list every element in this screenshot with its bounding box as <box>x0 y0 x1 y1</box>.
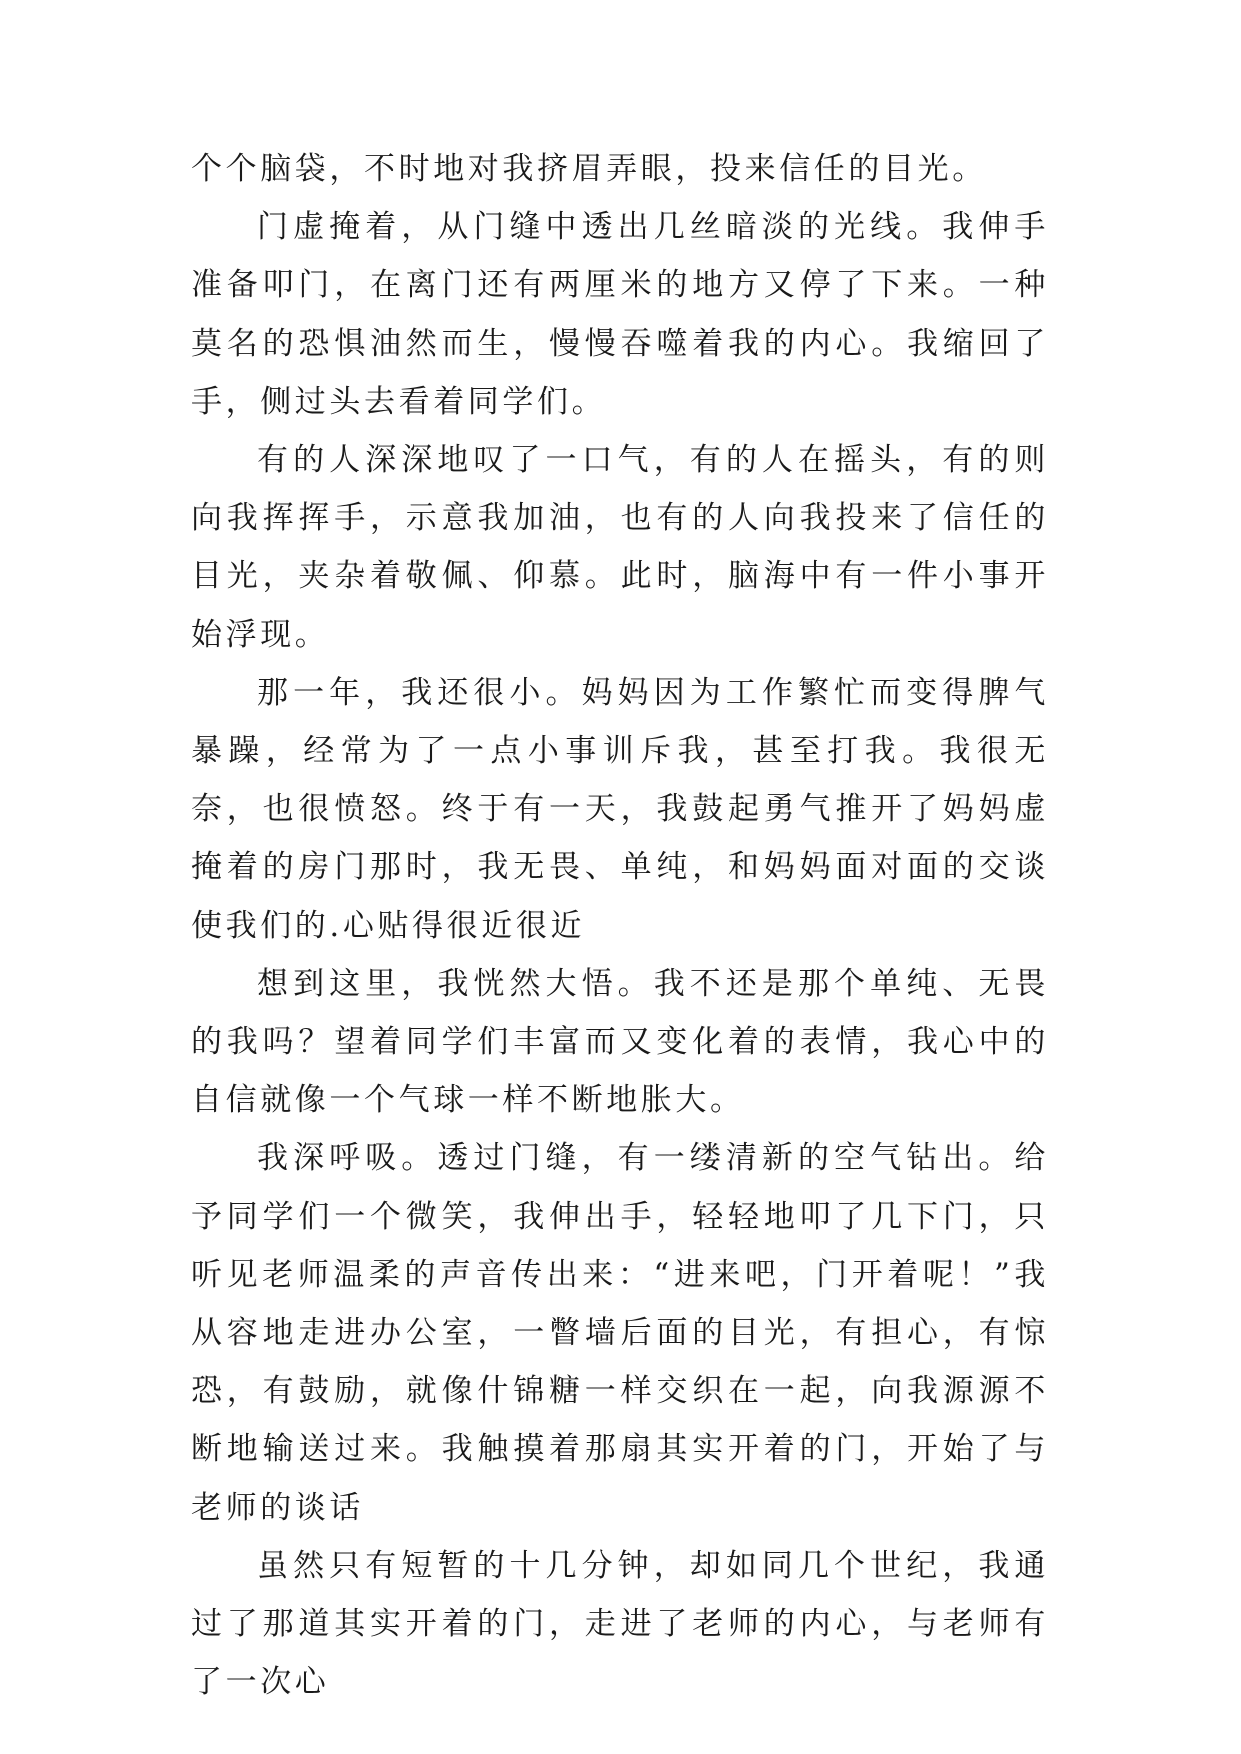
paragraph-6: 我深呼吸。透过门缝，有一缕清新的空气钻出。给予同学们一个微笑，我伸出手，轻轻地叩了几下门，只听见老师温柔的声音传出来：“进来吧，门开着呢！”我从容地走进办公室，一瞥墙后面的目光，有担心，有惊恐，有鼓励，就像什锦糖一样交织在一起，向我源源不断地输送过来。我触摸着那扇其实开着的门，开始了与老师的谈话 <box>191 1140 1049 1526</box>
paragraph-2: 门虚掩着，从门缝中透出几丝暗淡的光线。我伸手准备叩门，在离门还有两厘米的地方又停了下来。一种莫名的恐惧油然而生，慢慢吞噬着我的内心。我缩回了手，侧过头去看着同学们。 <box>191 209 1049 420</box>
document-page <box>191 140 1049 1711</box>
paragraph-7: 虽然只有短暂的十几分钟，却如同几个世纪，我通过了那道其实开着的门，走进了老师的内心，与老师有了一次心 <box>191 1547 1049 1701</box>
paragraph-1: 个个脑袋，不时地对我挤眉弄眼，投来信任的目光。 <box>191 151 987 187</box>
paragraph-4: 那一年，我还很小。妈妈因为工作繁忙而变得脾气暴躁，经常为了一点小事训斥我，甚至打我。我很无奈，也很愤怒。终于有一天，我鼓起勇气推开了妈妈虚掩着的房门那时，我无畏、单纯，和妈妈面对面的交谈使我们的.心贴得很近很近 <box>191 674 1049 944</box>
paragraph-5: 想到这里，我恍然大悟。我不还是那个单纯、无畏的我吗？望着同学们丰富而又变化着的表情，我心中的自信就像一个气球一样不断地胀大。 <box>191 965 1049 1119</box>
paragraph-3: 有的人深深地叹了一口气，有的人在摇头，有的则向我挥挥手，示意我加油，也有的人向我投来了信任的目光，夹杂着敬佩、仰慕。此时，脑海中有一件小事开始浮现。 <box>191 442 1049 653</box>
